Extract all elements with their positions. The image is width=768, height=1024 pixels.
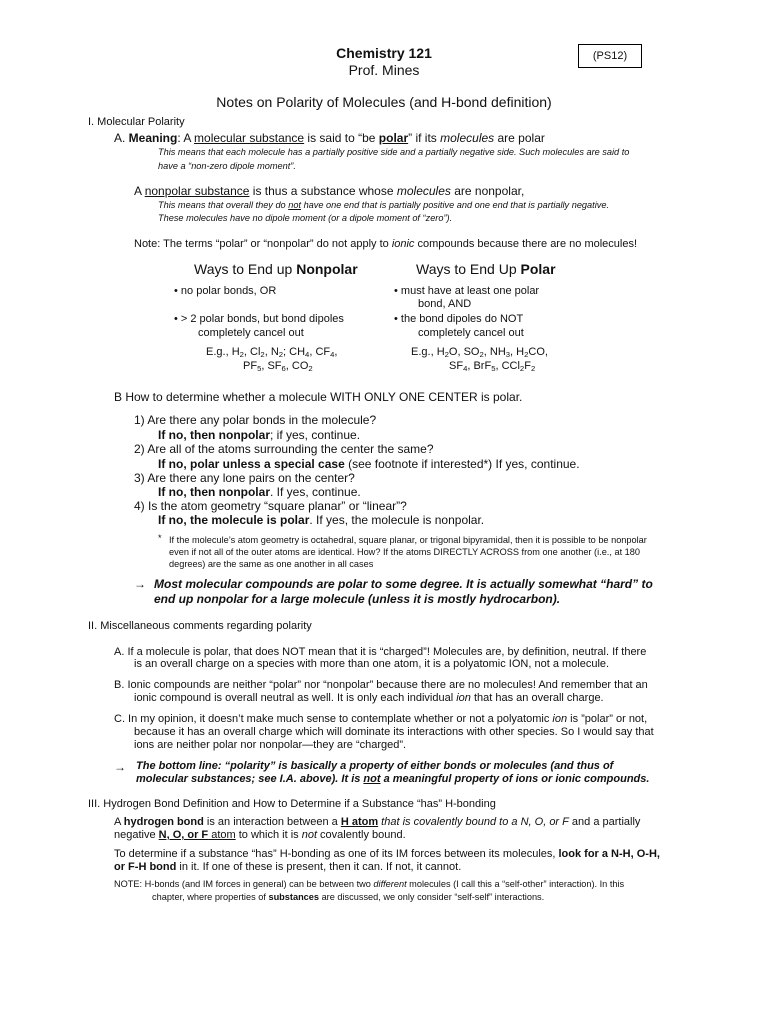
comment-b-line-2: ionic compound is overall neutral as well. It is only each individual ion that has an overall charge. [134,692,604,704]
comment-a-line-2: is an overall charge on a species with more than one atom, it is a polyatomic ION, not a molecule. [134,658,610,670]
question-1: 1) Are there any polar bonds in the molecule? [134,413,377,427]
section-3-heading: III. Hydrogen Bond Definition and How to Determine if a Substance “has” H-bonding [88,798,496,810]
nonpolar-bullet-1: • no polar bonds, OR [174,285,277,297]
bottom-line-2: molecular substances; see I.A. above). It is not a meaningful property of ions or ionic compounds. [136,773,650,785]
course-title: Chemistry 121 [336,45,432,61]
hbond-test-line-2: or F-H bond in it. If one of these is present, then it can. If not, it cannot. [114,861,462,873]
polar-bullet-2-cont: completely cancel out [418,327,524,339]
nonpolar-column-heading: Ways to End up Nonpolar [194,261,358,277]
answer-1: If no, then nonpolar; if yes, continue. [158,428,361,442]
answer-4: If no, the molecule is polar. If yes, the molecule is nonpolar. [158,513,485,527]
footnote-line-3: degrees) are the same as one another in all cases [169,559,374,569]
polar-bullet-2: • the bond dipoles do NOT [394,313,524,325]
meaning-line: A. Meaning: A molecular substance is said to “be polar” if its molecules are polar [114,131,545,145]
section-2-heading: II. Miscellaneous comments regarding polarity [88,620,312,632]
polar-bullet-1: • must have at least one polar [394,285,540,297]
polar-column-heading: Ways to End Up Polar [416,261,556,277]
nonpolar-examples-line-2: $PF_5$, $SF_6$, $CO_2$ [243,360,313,373]
answer-3: If no, then nonpolar. If yes, continue. [158,485,361,499]
polar-examples-line-2: $SF_4$, BrF$_5$, $CCl_2F_2$ [449,360,536,373]
comment-c-line-1: C. In my opinion, it doesn’t make much sense to contemplate whether or not a polyatomic ion is ”polar” or not, [114,713,648,725]
nonpolar-bullet-2-cont: completely cancel out [198,327,304,339]
comment-a-line-1: A. If a molecule is polar, that does NOT mean that it is “charged”! Molecules are, by definition, neutral. If there [114,646,647,658]
hbond-definition-line-2: negative N, O, or F atom to which it is not covalently bound. [114,829,406,841]
footnote-line-1: If the molecule’s atom geometry is octahedral, square planar, or trigonal bipyramidal, then it is possible to be nonpolar [169,535,647,545]
hbond-note-line-1: NOTE: H-bonds (and IM forces in general) can be between two different molecules (I call this a “self-other” interaction). In this [114,879,625,889]
hbond-note-line-2: chapter, where properties of substances are discussed, we only consider “self-self” interactions. [152,892,545,902]
answer-2: If no, polar unless a special case (see footnote if interested*) If yes, continue. [158,457,580,471]
footnote-star: * [158,533,162,543]
meaning-note-line-1: This means that each molecule has a partially positive side and a partially negative side. Such molecules are said to [158,147,630,157]
hbond-test-line-1: To determine if a substance “has” H-bonding as one of its IM forces between its molecules, look for a N-H, O-H, [114,848,660,860]
hbond-definition-line-1: A hydrogen bond is an interaction between a H atom that is covalently bound to a N, O, or F and a partially [114,816,641,828]
most-compounds-line-1: Most molecular compounds are polar to some degree. It is actually somewhat “hard” to [154,577,653,591]
arrow-icon: → [134,577,146,591]
question-2: 2) Are all of the atoms surrounding the center the same? [134,442,434,456]
bottom-line-1: The bottom line: “polarity” is basically a property of either bonds or molecules (and thus of [136,760,614,772]
professor-name: Prof. Mines [348,62,420,78]
nonpolar-bullet-2: • > 2 polar bonds, but bond dipoles [174,313,344,325]
polar-examples-line-1: E.g., $H_2O$, $SO_2$, $NH_3$, $H_2CO$, [411,346,548,359]
section-b-heading: B How to determine whether a molecule WITH ONLY ONE CENTER is polar. [114,390,523,404]
page-title: Notes on Polarity of Molecules (and H-bond definition) [216,94,552,110]
polar-bullet-1-cont: bond, AND [418,298,472,310]
nonpolar-note-line-1: This means that overall they do not have one end that is partially positive and one end that is partially negative. [158,200,609,210]
question-4: 4) Is the atom geometry “square planar” or “linear”? [134,499,407,513]
nonpolar-examples-line-1: E.g., $H_2$, $Cl_2$, $N_2$; $CH_4$, $CF_4$, [206,346,338,359]
comment-c-line-2: because it has an overall charge which will dominate its interactions with other species. So I would say that [134,726,654,738]
ionic-note: Note: The terms “polar” or “nonpolar” do not apply to ionic compounds because there are no molecules! [134,238,638,250]
problem-set-code: (PS12) [578,44,642,68]
arrow-icon: → [114,760,126,774]
nonpolar-definition: A nonpolar substance is thus a substance whose molecules are nonpolar, [134,184,525,198]
most-compounds-line-2: end up nonpolar for a large molecule (unless it is mostly hydrocarbon). [154,592,561,606]
comment-b-line-1: B. Ionic compounds are neither “polar” nor “nonpolar” because there are no molecules! And remember that an [114,679,648,691]
nonpolar-note-line-2: These molecules have no dipole moment (or a dipole moment of “zero”). [158,213,453,223]
meaning-note-line-2: have a “non-zero dipole moment”. [158,161,296,171]
comment-c-line-3: ions are neither polar nor nonpolar—they are “charged”. [134,739,407,751]
question-3: 3) Are there any lone pairs on the center? [134,471,355,485]
footnote-line-2: even if not all of the outer atoms are identical. How? If the atoms DIRECTLY ACROSS from one another (i.e., at 180 [169,547,641,557]
section-1-heading: I. Molecular Polarity [88,116,185,128]
